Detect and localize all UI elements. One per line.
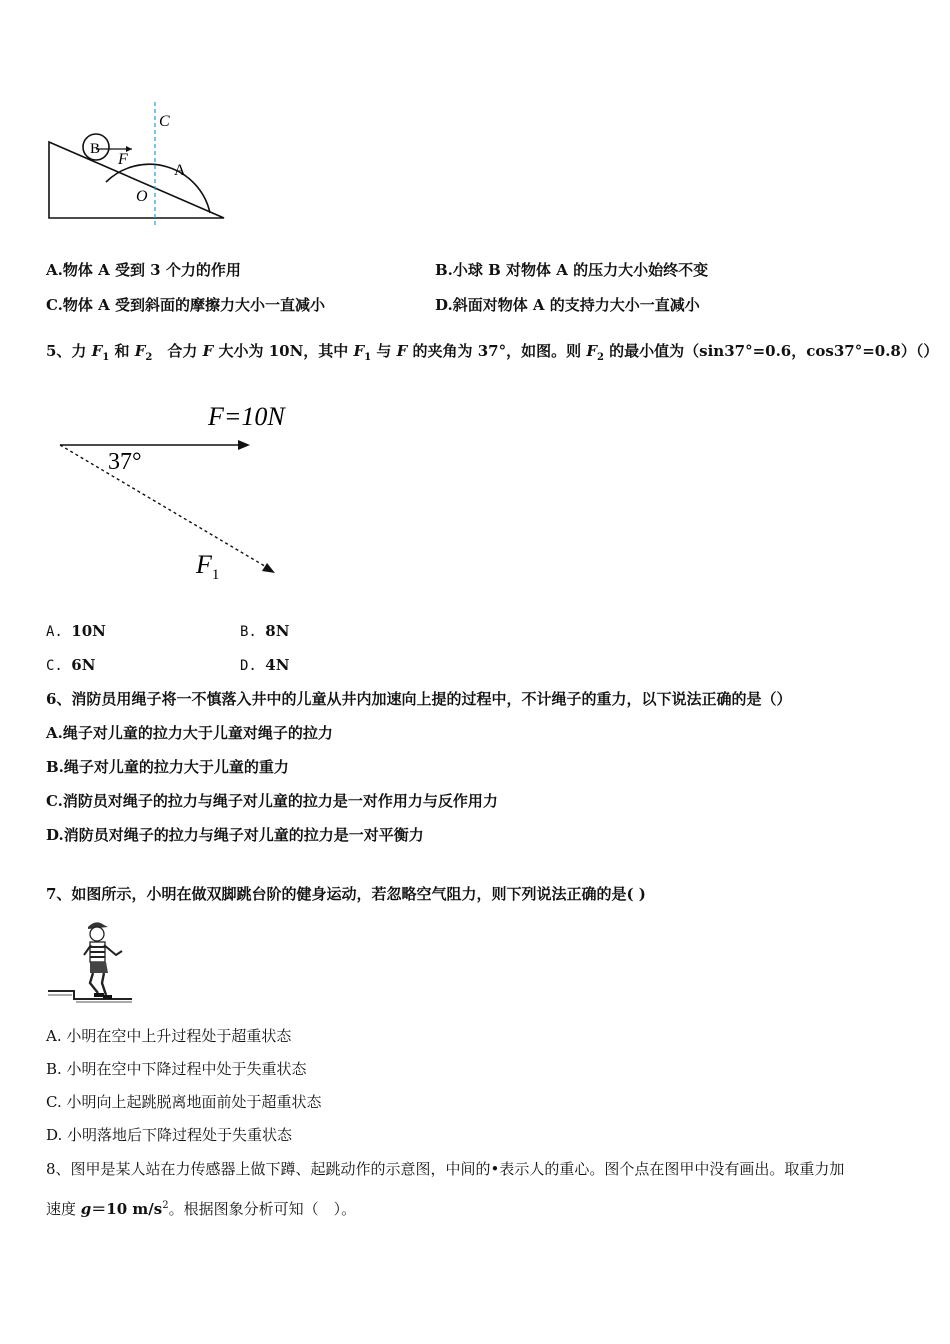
q8-line2: 速度 g＝10 $m/s^2$。根据图象分析可知（ ）。 (46, 1200, 357, 1218)
q4-option-a: A.物体 A 受到 3 个力的作用 (46, 261, 241, 279)
force-diagram (50, 395, 310, 590)
q5-option-c: C. 6N (46, 656, 96, 674)
q7-option-d: D. 小明落地后下降过程处于失重状态 (46, 1126, 293, 1144)
incline-figure (40, 100, 240, 230)
q6-option-b: B.绳子对儿童的拉力大于儿童的重力 (46, 758, 289, 776)
force-f-arrowhead (238, 440, 250, 450)
label-f-10n: F=10N (208, 402, 285, 431)
q4-option-b: B.小球 B 对物体 A 的压力大小始终不变 (435, 261, 709, 279)
q7-option-c: C. 小明向上起跳脱离地面前处于超重状态 (46, 1093, 322, 1111)
q7-option-a: A. 小明在空中上升过程处于超重状态 (46, 1027, 292, 1045)
q6-stem: 6、消防员用绳子将一不慎落入井中的儿童从井内加速向上提的过程中，不计绳子的重力，以下说法正确的是（） (46, 690, 792, 708)
jumping-boy-figure (46, 917, 134, 1005)
label-o: O (136, 188, 148, 205)
q4-option-d: D.斜面对物体 A 的支持力大小一直减小 (435, 296, 700, 314)
q5-option-a: A. 10N (46, 622, 106, 640)
q6-option-c: C.消防员对绳子的拉力与绳子对儿童的拉力是一对作用力与反作用力 (46, 792, 498, 810)
q6-option-d: D.消防员对绳子的拉力与绳子对儿童的拉力是一对平衡力 (46, 826, 424, 844)
label-b: B (90, 141, 101, 157)
label-a: A (174, 162, 186, 179)
q5-option-b: B. 8N (240, 622, 290, 640)
label-f: F (118, 151, 128, 168)
label-c: C (159, 113, 170, 130)
force-f1-arrowhead (262, 563, 275, 573)
q5-option-d: D. 4N (240, 656, 290, 674)
q4-option-c: C.物体 A 受到斜面的摩擦力大小一直减小 (46, 296, 325, 314)
incline-triangle (49, 142, 224, 218)
q5-stem: 5、力 $F_1$ 和 $F_2$ 合力 F 大小为 10N，其中 $F_1$ 与 F 的夹角为 37°，如图。则 $F_2$ 的最小值为（sin37°=0.6，cos37°=0.8）（） (46, 342, 939, 363)
q7-option-b: B. 小明在空中下降过程中处于失重状态 (46, 1060, 307, 1078)
force-f1-line (60, 445, 268, 568)
label-37-deg: 37° (108, 449, 142, 475)
label-f1: $F_1$ (196, 550, 220, 583)
q6-option-a: A.绳子对儿童的拉力大于儿童对绳子的拉力 (46, 724, 333, 742)
q7-stem: 7、如图所示，小明在做双脚跳台阶的健身运动，若忽略空气阻力，则下列说法正确的是( ) (46, 885, 646, 903)
q8-line1: 8、图甲是某人站在力传感器上做下蹲、起跳动作的示意图，中间的•表示人的重心。图个点在图甲中没有画出。取重力加 (46, 1160, 845, 1178)
